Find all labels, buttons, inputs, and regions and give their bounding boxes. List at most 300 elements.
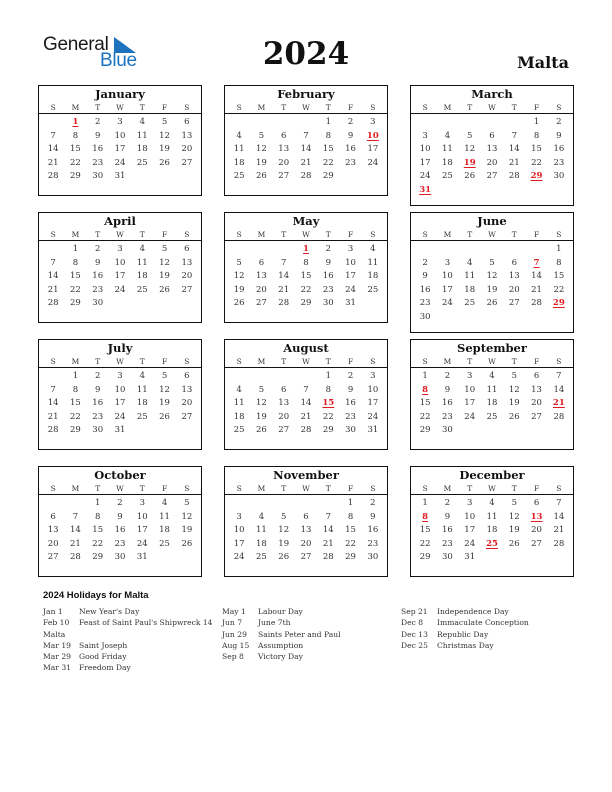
day-cell: 22 bbox=[322, 411, 334, 422]
day-cell: 2 bbox=[347, 371, 354, 381]
day-cell: 24 bbox=[464, 411, 476, 422]
holiday-day-cell: 25 bbox=[486, 538, 498, 549]
day-cell: 10 bbox=[233, 525, 245, 536]
weekday-label: S bbox=[184, 484, 190, 493]
month-title: October bbox=[94, 468, 146, 482]
weekday-header bbox=[411, 229, 573, 241]
day-cell: 3 bbox=[117, 244, 123, 254]
weekday-label: M bbox=[257, 103, 266, 112]
day-cell: 4 bbox=[370, 244, 376, 254]
day-cell: 14 bbox=[278, 271, 290, 282]
weekday-header bbox=[39, 483, 201, 495]
weekday-label: S bbox=[556, 357, 562, 366]
holiday-date: Sep 8 bbox=[222, 652, 244, 662]
empty-day-cell bbox=[459, 116, 481, 130]
weekday-label: S bbox=[184, 230, 190, 239]
holiday-name: Assumption bbox=[258, 640, 304, 650]
day-cell: 4 bbox=[139, 117, 145, 127]
day-cell: 6 bbox=[303, 511, 309, 522]
month-october bbox=[38, 466, 202, 577]
day-cell: 24 bbox=[464, 538, 476, 549]
weekday-label: F bbox=[161, 230, 168, 239]
day-cell: 16 bbox=[367, 525, 379, 536]
weekday-label: M bbox=[71, 230, 80, 239]
weekday-label: T bbox=[467, 103, 473, 112]
day-cell: 10 bbox=[464, 384, 476, 395]
day-cell: 9 bbox=[556, 130, 562, 141]
day-cell: 8 bbox=[533, 130, 540, 141]
day-cell: 31 bbox=[114, 425, 126, 436]
day-cell: 10 bbox=[114, 130, 126, 141]
day-cell: 6 bbox=[489, 130, 495, 141]
empty-day-cell bbox=[42, 116, 64, 130]
day-cell: 6 bbox=[511, 257, 517, 268]
day-cell: 18 bbox=[256, 538, 267, 549]
days-grid bbox=[39, 241, 201, 311]
weekday-label: M bbox=[443, 103, 452, 112]
day-cell: 7 bbox=[303, 384, 309, 395]
days-grid bbox=[39, 368, 201, 438]
weekday-label: M bbox=[257, 357, 266, 366]
day-cell: 9 bbox=[347, 384, 354, 395]
day-cell: 27 bbox=[278, 425, 290, 436]
day-cell: 22 bbox=[419, 411, 431, 422]
weekday-label: S bbox=[370, 357, 376, 366]
day-cell: 15 bbox=[345, 525, 356, 536]
day-cell: 22 bbox=[70, 411, 81, 422]
day-cell: 21 bbox=[278, 284, 290, 295]
holiday-name: Saints Peter and Paul bbox=[258, 629, 341, 639]
day-cell: 1 bbox=[422, 371, 428, 381]
weekday-label: S bbox=[236, 357, 242, 366]
day-cell: 23 bbox=[92, 411, 104, 422]
day-cell: 29 bbox=[70, 171, 81, 182]
day-cell: 2 bbox=[94, 117, 101, 127]
day-cell: 12 bbox=[181, 511, 193, 522]
day-cell: 11 bbox=[256, 525, 267, 536]
day-cell: 11 bbox=[233, 398, 245, 409]
day-cell: 15 bbox=[70, 271, 81, 282]
weekday-label: T bbox=[511, 484, 517, 493]
day-cell: 28 bbox=[47, 425, 59, 436]
day-cell: 18 bbox=[486, 398, 498, 409]
day-cell: 30 bbox=[92, 425, 104, 436]
weekday-label: M bbox=[443, 357, 452, 366]
day-cell: 10 bbox=[345, 257, 356, 268]
day-cell: 17 bbox=[464, 398, 476, 409]
day-cell: 10 bbox=[464, 511, 476, 522]
empty-day-cell bbox=[228, 497, 250, 511]
holiday-row bbox=[222, 606, 341, 617]
day-cell: 4 bbox=[444, 130, 451, 141]
day-cell: 6 bbox=[280, 384, 287, 395]
day-cell: 15 bbox=[322, 144, 334, 155]
weekday-label: T bbox=[467, 230, 473, 239]
day-cell: 25 bbox=[233, 425, 245, 436]
day-cell: 23 bbox=[345, 157, 356, 168]
day-cell: 9 bbox=[94, 130, 101, 141]
day-cell: 26 bbox=[159, 411, 170, 422]
day-cell: 28 bbox=[70, 552, 81, 563]
days-grid bbox=[39, 114, 201, 184]
weekday-label: F bbox=[533, 230, 540, 239]
weekday-label: W bbox=[116, 484, 124, 493]
day-cell: 13 bbox=[508, 271, 520, 282]
day-cell: 26 bbox=[256, 171, 267, 182]
day-cell: 16 bbox=[419, 284, 431, 295]
day-cell: 13 bbox=[256, 271, 267, 282]
day-cell: 22 bbox=[553, 284, 565, 295]
day-cell: 27 bbox=[531, 538, 542, 549]
day-cell: 21 bbox=[322, 538, 334, 549]
day-cell: 4 bbox=[236, 384, 242, 395]
day-cell: 18 bbox=[464, 284, 476, 295]
day-cell: 13 bbox=[278, 144, 290, 155]
day-cell: 19 bbox=[256, 411, 267, 422]
holiday-date: Dec 13 bbox=[401, 629, 428, 639]
day-cell: 20 bbox=[181, 398, 193, 409]
weekday-header bbox=[225, 356, 387, 368]
day-cell: 5 bbox=[161, 371, 168, 381]
day-cell: 27 bbox=[300, 552, 312, 563]
weekday-label: S bbox=[236, 230, 242, 239]
weekday-label: T bbox=[511, 357, 517, 366]
empty-day-cell bbox=[503, 116, 525, 130]
weekday-header bbox=[411, 356, 573, 368]
day-cell: 27 bbox=[486, 171, 498, 182]
day-cell: 5 bbox=[161, 244, 168, 254]
day-cell: 17 bbox=[464, 525, 476, 536]
day-cell: 24 bbox=[136, 538, 148, 549]
day-cell: 23 bbox=[367, 538, 379, 549]
day-cell: 26 bbox=[278, 552, 290, 563]
day-cell: 9 bbox=[117, 511, 123, 522]
holiday-row bbox=[43, 617, 213, 628]
day-cell: 28 bbox=[553, 538, 565, 549]
holiday-row bbox=[43, 606, 213, 617]
day-cell: 14 bbox=[47, 144, 59, 155]
weekday-label: W bbox=[302, 230, 310, 239]
day-cell: 29 bbox=[300, 298, 312, 309]
day-cell: 29 bbox=[92, 552, 104, 563]
weekday-label: W bbox=[488, 103, 496, 112]
month-title: March bbox=[471, 87, 513, 101]
day-cell: 2 bbox=[370, 498, 376, 508]
day-cell: 9 bbox=[94, 257, 101, 268]
day-cell: 23 bbox=[92, 284, 104, 295]
day-cell: 13 bbox=[278, 398, 290, 409]
day-cell: 14 bbox=[553, 511, 565, 522]
day-cell: 3 bbox=[466, 498, 473, 508]
day-cell: 8 bbox=[72, 130, 79, 141]
day-cell: 15 bbox=[300, 271, 312, 282]
day-cell: 22 bbox=[300, 284, 312, 295]
holiday-name: Victory Day bbox=[258, 652, 303, 662]
holiday-day-cell: 29 bbox=[552, 298, 565, 309]
day-cell: 16 bbox=[92, 144, 104, 155]
day-cell: 2 bbox=[94, 371, 101, 381]
day-cell: 17 bbox=[114, 271, 126, 282]
day-cell: 29 bbox=[322, 425, 334, 436]
day-cell: 31 bbox=[136, 552, 148, 563]
day-cell: 15 bbox=[70, 398, 81, 409]
day-cell: 17 bbox=[442, 284, 453, 295]
holiday-row bbox=[222, 640, 341, 651]
day-cell: 18 bbox=[233, 411, 245, 422]
weekday-label: S bbox=[422, 357, 428, 366]
holiday-name: June 7th bbox=[258, 618, 291, 628]
weekday-label: T bbox=[95, 484, 101, 493]
day-cell: 14 bbox=[553, 384, 565, 395]
day-cell: 2 bbox=[94, 244, 101, 254]
empty-day-cell bbox=[436, 116, 458, 130]
day-cell: 29 bbox=[70, 425, 81, 436]
weekday-label: S bbox=[184, 357, 190, 366]
day-cell: 1 bbox=[72, 244, 79, 254]
day-cell: 29 bbox=[419, 425, 431, 436]
weekday-label: M bbox=[71, 484, 80, 493]
day-cell: 28 bbox=[322, 552, 334, 563]
day-cell: 3 bbox=[466, 371, 473, 381]
day-cell: 6 bbox=[280, 130, 287, 141]
day-cell: 24 bbox=[114, 411, 126, 422]
month-title: January bbox=[95, 87, 145, 101]
empty-day-cell bbox=[295, 497, 317, 511]
day-cell: 5 bbox=[280, 511, 287, 522]
day-cell: 21 bbox=[300, 411, 312, 422]
day-cell: 7 bbox=[511, 130, 517, 141]
weekday-label: W bbox=[302, 103, 310, 112]
weekday-label: F bbox=[533, 357, 540, 366]
day-cell: 30 bbox=[345, 425, 356, 436]
day-cell: 25 bbox=[136, 284, 148, 295]
empty-day-cell bbox=[250, 116, 272, 130]
month-july bbox=[38, 339, 202, 450]
day-cell: 14 bbox=[70, 525, 81, 536]
day-cell: 17 bbox=[136, 525, 148, 536]
weekday-label: T bbox=[139, 484, 145, 493]
day-cell: 23 bbox=[322, 284, 334, 295]
weekday-label: S bbox=[50, 484, 56, 493]
day-cell: 4 bbox=[489, 498, 495, 508]
holiday-day-cell: 15 bbox=[322, 398, 335, 409]
day-cell: 12 bbox=[233, 271, 245, 282]
month-november bbox=[224, 466, 388, 577]
day-cell: 9 bbox=[347, 130, 354, 141]
day-cell: 26 bbox=[159, 284, 170, 295]
holiday-date: Mar 31 bbox=[43, 663, 72, 673]
day-cell: 2 bbox=[325, 244, 331, 254]
holiday-name: Independence Day bbox=[437, 607, 509, 616]
weekday-label: M bbox=[257, 484, 266, 493]
holiday-name: Good Friday bbox=[79, 652, 127, 662]
weekday-label: T bbox=[281, 103, 287, 112]
days-grid bbox=[411, 495, 573, 565]
day-cell: 21 bbox=[47, 411, 59, 422]
day-cell: 29 bbox=[419, 552, 431, 563]
day-cell: 18 bbox=[233, 157, 245, 168]
day-cell: 23 bbox=[442, 538, 453, 549]
day-cell: 22 bbox=[70, 284, 81, 295]
month-title: September bbox=[457, 341, 527, 355]
weekday-header bbox=[225, 102, 387, 114]
month-september bbox=[410, 339, 574, 450]
day-cell: 19 bbox=[159, 271, 170, 282]
day-cell: 17 bbox=[367, 144, 379, 155]
holiday-name: Christmas Day bbox=[437, 640, 494, 650]
day-cell: 25 bbox=[159, 538, 170, 549]
day-cell: 29 bbox=[345, 552, 356, 563]
holiday-day-cell: 10 bbox=[366, 130, 379, 141]
day-cell: 9 bbox=[444, 511, 451, 522]
weekday-label: S bbox=[236, 484, 242, 493]
holiday-date: Malta bbox=[43, 629, 66, 639]
day-cell: 27 bbox=[181, 411, 193, 422]
day-cell: 13 bbox=[531, 384, 542, 395]
day-cell: 19 bbox=[278, 538, 290, 549]
day-cell: 19 bbox=[486, 284, 498, 295]
day-cell: 13 bbox=[181, 384, 193, 395]
weekday-label: S bbox=[236, 103, 242, 112]
day-cell: 20 bbox=[508, 284, 520, 295]
day-cell: 26 bbox=[181, 538, 193, 549]
holiday-row bbox=[43, 629, 213, 640]
logo-text-blue: Blue bbox=[100, 50, 137, 71]
day-cell: 16 bbox=[92, 398, 104, 409]
weekday-label: S bbox=[50, 230, 56, 239]
day-cell: 5 bbox=[161, 117, 168, 127]
month-title: June bbox=[477, 214, 507, 228]
day-cell: 11 bbox=[136, 130, 148, 141]
day-cell: 10 bbox=[136, 511, 148, 522]
weekday-label: M bbox=[71, 357, 80, 366]
holiday-day-cell: 8 bbox=[422, 384, 429, 395]
day-cell: 8 bbox=[303, 257, 309, 268]
day-cell: 9 bbox=[444, 384, 451, 395]
weekday-label: T bbox=[139, 103, 145, 112]
days-grid bbox=[411, 368, 573, 438]
day-cell: 5 bbox=[236, 257, 242, 268]
day-cell: 10 bbox=[442, 271, 453, 282]
day-cell: 4 bbox=[258, 511, 265, 522]
weekday-label: T bbox=[281, 230, 287, 239]
weekday-label: S bbox=[370, 230, 376, 239]
day-cell: 27 bbox=[531, 411, 542, 422]
day-cell: 11 bbox=[136, 384, 148, 395]
weekday-label: T bbox=[325, 357, 331, 366]
day-cell: 12 bbox=[464, 144, 476, 155]
day-cell: 20 bbox=[531, 525, 542, 536]
holiday-date: Mar 29 bbox=[43, 652, 72, 662]
day-cell: 5 bbox=[511, 371, 517, 381]
days-grid bbox=[225, 241, 387, 311]
day-cell: 6 bbox=[533, 498, 540, 508]
weekday-label: S bbox=[184, 103, 190, 112]
day-cell: 1 bbox=[422, 498, 428, 508]
day-cell: 22 bbox=[70, 157, 81, 168]
day-cell: 13 bbox=[181, 130, 193, 141]
day-cell: 21 bbox=[508, 157, 520, 168]
weekday-label: S bbox=[370, 103, 376, 112]
day-cell: 2 bbox=[444, 371, 451, 381]
country-label: Malta bbox=[517, 53, 569, 72]
day-cell: 23 bbox=[345, 411, 356, 422]
page-title-year: 2024 bbox=[262, 36, 350, 72]
weekday-label: W bbox=[116, 230, 124, 239]
day-cell: 21 bbox=[47, 284, 59, 295]
day-cell: 15 bbox=[419, 398, 431, 409]
day-cell: 25 bbox=[486, 411, 498, 422]
empty-day-cell bbox=[414, 243, 436, 257]
empty-day-cell bbox=[295, 116, 317, 130]
day-cell: 30 bbox=[114, 552, 126, 563]
day-cell: 24 bbox=[419, 171, 431, 182]
day-cell: 28 bbox=[553, 411, 565, 422]
day-cell: 16 bbox=[322, 271, 334, 282]
day-cell: 14 bbox=[508, 144, 520, 155]
weekday-label: T bbox=[95, 357, 101, 366]
day-cell: 24 bbox=[233, 552, 245, 563]
day-cell: 24 bbox=[345, 284, 356, 295]
day-cell: 24 bbox=[114, 157, 126, 168]
day-cell: 11 bbox=[136, 257, 148, 268]
day-cell: 30 bbox=[442, 552, 453, 563]
day-cell: 3 bbox=[117, 117, 123, 127]
empty-day-cell bbox=[273, 497, 295, 511]
day-cell: 26 bbox=[159, 157, 170, 168]
day-cell: 1 bbox=[556, 244, 562, 254]
day-cell: 15 bbox=[92, 525, 104, 536]
day-cell: 9 bbox=[94, 384, 101, 395]
day-cell: 14 bbox=[531, 271, 542, 282]
day-cell: 3 bbox=[139, 498, 145, 508]
day-cell: 22 bbox=[322, 157, 334, 168]
weekday-label: M bbox=[443, 484, 452, 493]
day-cell: 26 bbox=[256, 425, 267, 436]
month-title: February bbox=[277, 87, 335, 101]
empty-day-cell bbox=[250, 497, 272, 511]
day-cell: 11 bbox=[159, 511, 170, 522]
day-cell: 12 bbox=[508, 511, 520, 522]
day-cell: 1 bbox=[94, 498, 101, 508]
empty-day-cell bbox=[42, 497, 64, 511]
day-cell: 27 bbox=[278, 171, 290, 182]
holidays-title: 2024 Holidays for Malta bbox=[43, 590, 149, 601]
day-cell: 16 bbox=[442, 398, 453, 409]
month-august bbox=[224, 339, 388, 450]
day-cell: 29 bbox=[70, 298, 81, 309]
weekday-label: W bbox=[302, 484, 310, 493]
days-grid bbox=[39, 495, 201, 565]
month-title: November bbox=[273, 468, 339, 482]
holiday-row bbox=[222, 629, 341, 640]
day-cell: 28 bbox=[531, 298, 542, 309]
holiday-date: Jun 29 bbox=[222, 629, 247, 639]
holiday-row bbox=[43, 651, 213, 662]
day-cell: 20 bbox=[181, 144, 193, 155]
day-cell: 13 bbox=[300, 525, 312, 536]
holiday-row bbox=[401, 640, 529, 651]
weekday-label: S bbox=[370, 484, 376, 493]
day-cell: 9 bbox=[422, 271, 428, 282]
day-cell: 10 bbox=[114, 257, 126, 268]
empty-day-cell bbox=[64, 497, 86, 511]
day-cell: 14 bbox=[47, 398, 59, 409]
day-cell: 16 bbox=[345, 398, 356, 409]
weekday-label: T bbox=[139, 230, 145, 239]
day-cell: 14 bbox=[300, 144, 312, 155]
weekday-label: S bbox=[422, 484, 428, 493]
